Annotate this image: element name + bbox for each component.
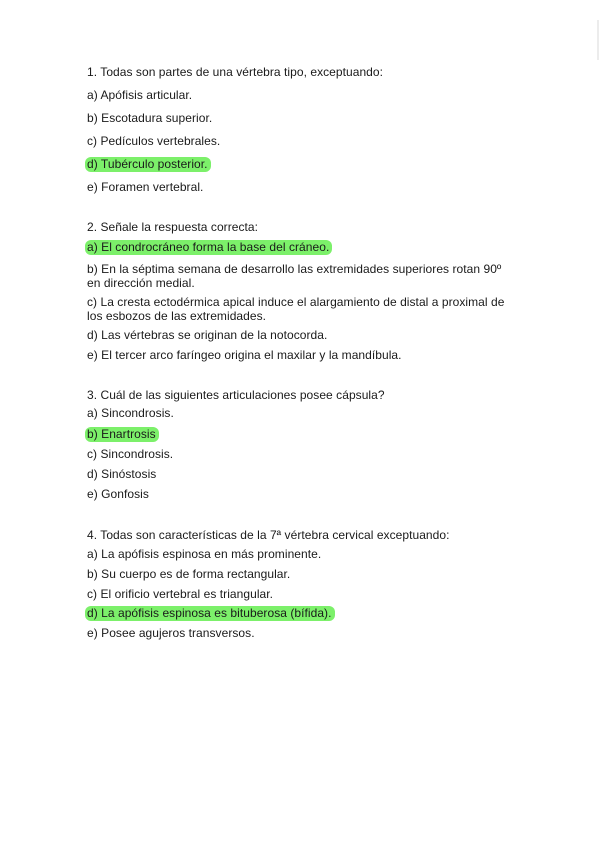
answer-highlight: d) Tubérculo posterior.: [85, 157, 211, 172]
answer-highlight: a) El condrocráneo forma la base del cráneo.: [85, 240, 332, 255]
question-1-option-b: b) Escotadura superior.: [87, 111, 213, 125]
question-3-stem: 3. Cuál de las siguientes articulaciones posee cápsula?: [87, 388, 385, 402]
answer-highlight: d) La apófisis espinosa es bituberosa (bífida).: [85, 606, 335, 621]
question-3-option-d: d) Sinóstosis: [87, 467, 157, 481]
question-4-option-e: e) Posee agujeros transversos.: [87, 626, 255, 640]
question-2-option-d: d) Las vértebras se originan de la notocorda.: [87, 328, 328, 342]
question-4-option-d: [87, 606, 335, 620]
question-3-option-b: [87, 427, 159, 441]
question-2-option-a: [87, 240, 332, 254]
question-4-option-a: a) La apófisis espinosa en más prominente.: [87, 547, 322, 561]
question-2-option-e: e) El tercer arco faríngeo origina el maxilar y la mandíbula.: [87, 348, 402, 362]
question-4-stem: 4. Todas son características de la 7ª vértebra cervical exceptuando:: [87, 528, 450, 542]
question-1-stem: 1. Todas son partes de una vértebra tipo, exceptuando:: [87, 65, 384, 79]
question-4-option-c: c) El orificio vertebral es triangular.: [87, 587, 274, 601]
question-2-option-b: b) En la séptima semana de desarrollo las extremidades superiores rotan 90º en dirección medial.: [87, 262, 502, 290]
answer-highlight: b) Enartrosis: [85, 427, 159, 442]
question-2-stem: 2. Señale la respuesta correcta:: [87, 220, 259, 234]
question-1-option-d: [87, 157, 211, 171]
question-4-option-b: b) Su cuerpo es de forma rectangular.: [87, 567, 291, 581]
question-2-option-c: c) La cresta ectodérmica apical induce el alargamiento de distal a proximal de los esbozos de las extremidades.: [87, 295, 505, 323]
question-1-option-a: a) Apófisis articular.: [87, 88, 193, 102]
question-3-option-a: a) Sincondrosis.: [87, 406, 174, 420]
question-1-option-e: e) Foramen vertebral.: [87, 180, 204, 194]
scan-edge-mark: [592, 0, 600, 848]
question-3-option-e: e) Gonfosis: [87, 487, 149, 501]
question-1-option-c: c) Pedículos vertebrales.: [87, 134, 221, 148]
question-3-option-c: c) Sincondrosis.: [87, 447, 174, 461]
